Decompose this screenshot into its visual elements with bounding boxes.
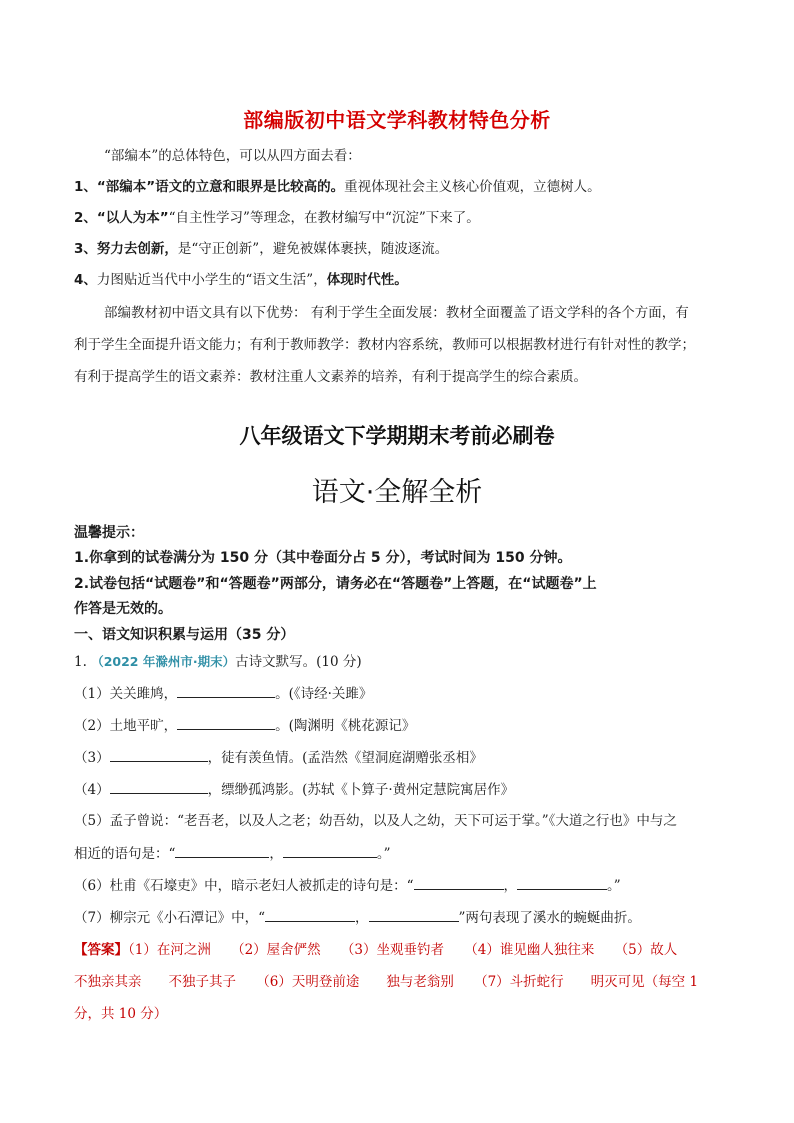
q1-item-7-comma: ， [355, 910, 369, 926]
answer-blank[interactable] [265, 907, 355, 922]
q1-item-3-text: ，徒有羡鱼情。(孟浩然《望洞庭湖赠张丞相》 [207, 750, 483, 766]
exam-subtitle: 语文·全解全析 [311, 477, 483, 508]
point-4-bold-end: 体现时代性。 [326, 272, 408, 288]
q1-item-6-comma: ， [503, 878, 517, 894]
point-1-bold: 1、“部编本”语文的立意和眼界是比较高的。 [74, 179, 345, 195]
exam-title: 八年级语文下学期期末考前必刷卷 [239, 424, 555, 448]
point-3-bold: 3、努力去创新， [74, 241, 178, 257]
answer-text-1: （1）在河之洲 （2）屋舍俨然 （3）坐观垂钓者 （4）谁见幽人独往来 （5）故人 [128, 942, 678, 958]
answer-line-1 [74, 938, 677, 958]
q1-item-4 [74, 779, 514, 800]
point-1 [74, 177, 601, 197]
answer-blank[interactable] [369, 907, 459, 922]
q1-item-5-line-2 [74, 843, 391, 864]
answer-blank[interactable] [283, 843, 377, 858]
q1-item-1 [74, 683, 372, 704]
point-1-text: 重视体现社会主义核心价值观，立德树人。 [344, 179, 601, 195]
section-heading: 一、语文知识积累与运用（35 分） [74, 627, 295, 643]
q1-item-5-text: 相近的语句是：“ [74, 846, 176, 862]
point-4 [74, 270, 408, 290]
q1-item-5-end: 。” [376, 846, 391, 862]
q1-item-7-end: ”两句表现了溪水的蜿蜒曲折。 [458, 910, 641, 926]
point-4-bold: 4、 [74, 272, 97, 288]
answer-line-2: 不独亲其亲 不独子其子 （6）天明登前途 独与老翁别 （7）斗折蛇行 明灭可见（每空 1 [74, 974, 699, 990]
point-3-text: 是“守正创新”，避免被媒体裹挟，随波逐流。 [177, 241, 449, 257]
question-1-header [74, 652, 362, 672]
point-4-text: 力图贴近当代中小学生的“语文生活”， [96, 272, 327, 288]
answer-blank[interactable] [414, 875, 504, 890]
answer-blank[interactable] [177, 715, 275, 730]
point-2 [74, 208, 480, 228]
point-2-bold: 2、“以人为本” [74, 210, 169, 226]
answer-blank[interactable] [110, 747, 208, 762]
point-3 [74, 239, 448, 259]
tip-2-line-1: 2.试卷包括“试题卷”和“答题卷”两部分，请务必在“答题卷”上答题，在“试题卷”上 [74, 576, 597, 592]
tip-2-line-2: 作答是无效的。 [74, 601, 172, 617]
answer-blank[interactable] [175, 843, 269, 858]
answer-blank[interactable] [177, 683, 275, 698]
analysis-para-line-2: 利于学生全面提升语文能力；有利于教师教学：教材内容系统，教师可以根据教材进行有针对性的教学； [74, 337, 695, 353]
q1-item-1-source: 。(《诗经·关雎》 [275, 686, 373, 702]
answer-blank[interactable] [110, 779, 208, 794]
point-2-text: “自主性学习”等理念，在教材编写中“沉淀”下来了。 [168, 210, 480, 226]
q1-item-4-label: （4） [74, 782, 110, 798]
q1-item-7-text: （7）柳宗元《小石潭记》中，“ [74, 910, 265, 926]
question-1-number: 1. [74, 654, 87, 670]
q1-item-1-text: （1）关关雎鸠， [74, 686, 178, 702]
analysis-intro: “部编本”的总体特色，可以从四方面去看： [104, 148, 361, 164]
q1-item-3 [74, 747, 483, 768]
q1-item-2-text: （2）土地平旷， [74, 718, 178, 734]
q1-item-5-comma: ， [269, 846, 283, 862]
q1-item-6 [74, 875, 621, 896]
tip-1: 1.你拿到的试卷满分为 150 分（其中卷面分占 5 分），考试时间为 150 分钟。 [74, 550, 572, 566]
q1-item-2-source: 。(陶渊明《桃花源记》 [275, 718, 416, 734]
tips-label: 温馨提示： [74, 525, 144, 541]
q1-item-2 [74, 715, 415, 736]
analysis-title: 部编版初中语文学科教材特色分析 [243, 108, 551, 132]
q1-item-6-text: （6）杜甫《石壕吏》中，暗示老妇人被抓走的诗句是：“ [74, 878, 414, 894]
q1-item-4-text: ，缥缈孤鸿影。(苏轼《卜算子·黄州定慧院寓居作》 [207, 782, 515, 798]
answer-label: 【答案】 [74, 942, 128, 958]
question-1-source: （2022 年滁州市·期末） [91, 654, 236, 669]
q1-item-3-label: （3） [74, 750, 110, 766]
answer-blank[interactable] [517, 875, 607, 890]
question-1-stem: 古诗文默写。(10 分) [235, 654, 362, 670]
analysis-para-line-3: 有利于提高学生的语文素养：教材注重人文素养的培养，有利于提高学生的综合素质。 [74, 369, 587, 385]
q1-item-5-line-1: （5）孟子曾说：“老吾老，以及人之老；幼吾幼，以及人之幼，天下可运于掌。”《大道之行也》中与之 [74, 813, 677, 829]
q1-item-6-end: 。” [607, 878, 621, 894]
analysis-para-line-1: 部编教材初中语文具有以下优势： 有利于学生全面发展：教材全面覆盖了语文学科的各个方面，有 [104, 305, 689, 321]
q1-item-7 [74, 907, 641, 928]
answer-line-3: 分，共 10 分） [74, 1006, 168, 1022]
